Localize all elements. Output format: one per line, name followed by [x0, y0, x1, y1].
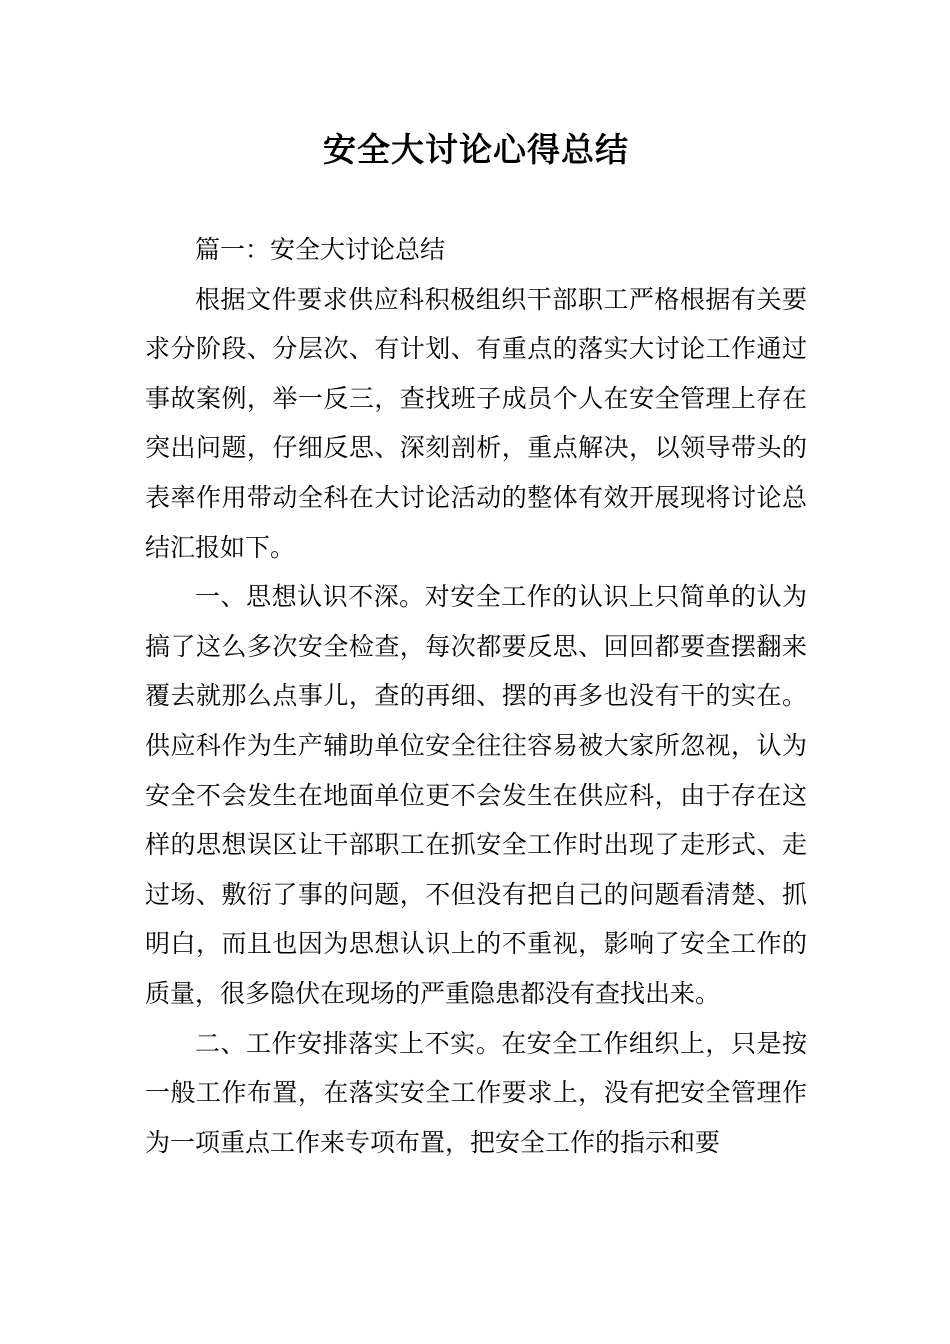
paragraph-point-one: 一、思想认识不深。对安全工作的认识上只简单的认为搞了这么多次安全检查，每次都要反思、回回都要查摆翻来覆去就那么点事儿，查的再细、摆的再多也没有干的实在。供应科作为生产辅助单位安全往往容易被大家所忽视，认为安全不会发生在地面单位更不会发生在供应科，由于存在这样的思想误区让干部职工在抓安全工作时出现了走形式、走过场、敷衍了事的问题，不但没有把自己的问题看清楚、抓明白，而且也因为思想认识上的不重视，影响了安全工作的质量，很多隐伏在现场的严重隐患都没有查找出来。 [145, 582, 807, 1008]
section-heading: 篇一：安全大讨论总结 [195, 235, 446, 264]
paragraph-point-two: 二、工作安排落实上不实。在安全工作组织上，只是按一般工作布置，在落实安全工作要求上，没有把安全管理作为一项重点工作来专项布置，把安全工作的指示和要 [145, 1028, 807, 1157]
document-title: 安全大讨论心得总结 [323, 130, 629, 169]
document-body [145, 225, 807, 1167]
paragraph-intro: 根据文件要求供应科积极组织干部职工严格根据有关要求分阶段、分层次、有计划、有重点的落实大讨论工作通过事故案例，举一反三，查找班子成员个人在安全管理上存在突出问题，仔细反思、深刻剖析，重点解决，以领导带头的表率作用带动全科在大讨论活动的整体有效开展现将讨论总结汇报如下。 [145, 284, 807, 562]
